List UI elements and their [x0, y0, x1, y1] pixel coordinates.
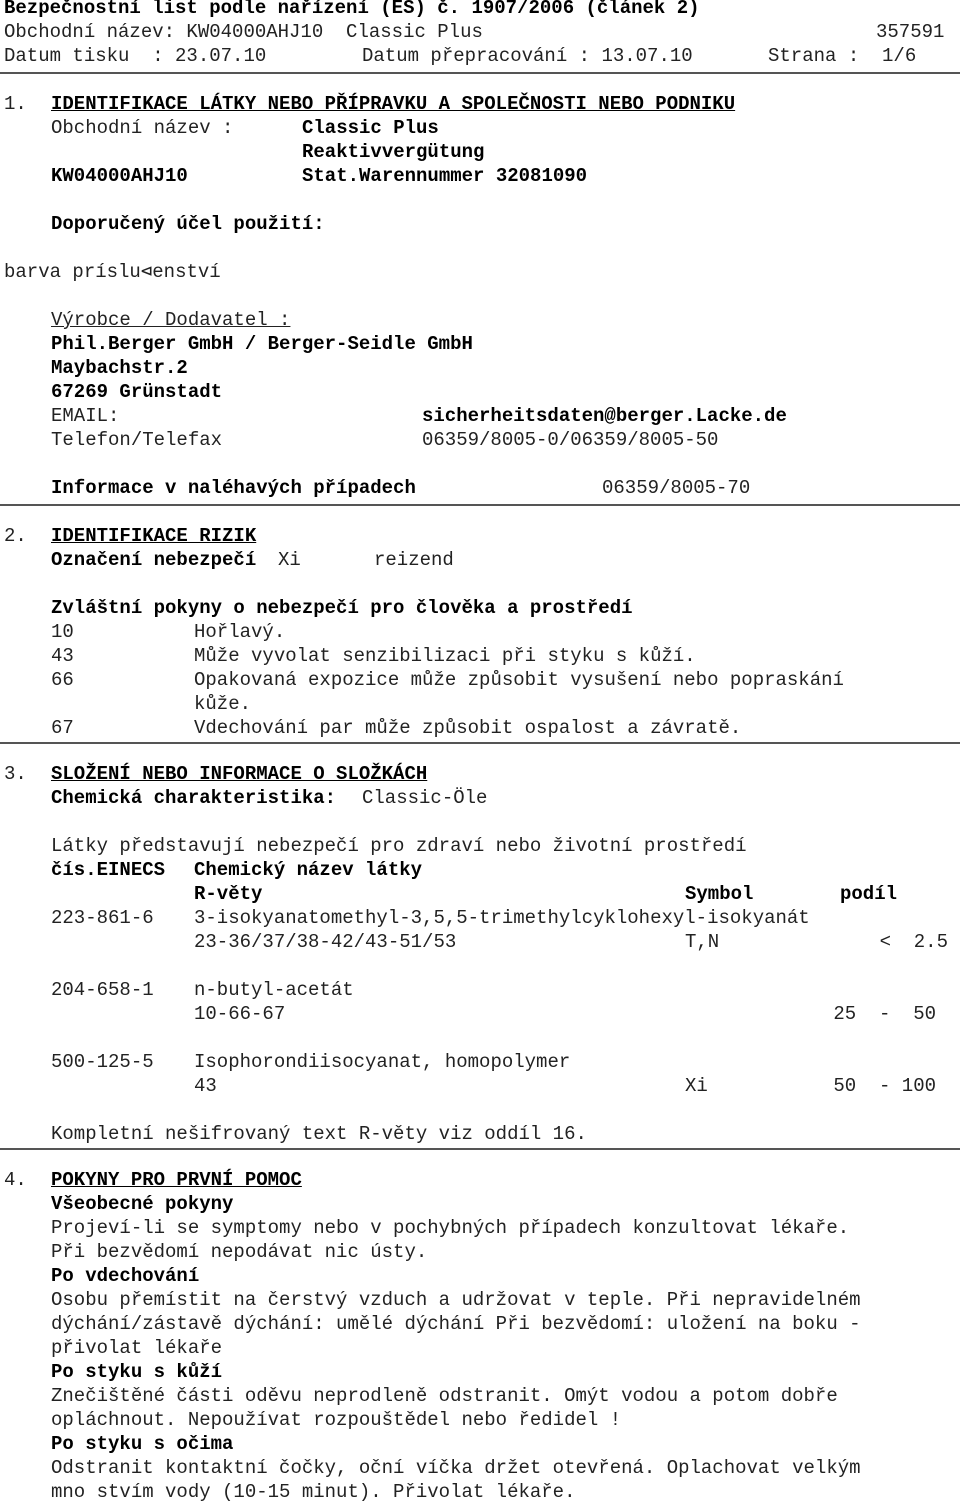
- risk-text: Vdechování par může způsobit ospalost a závratě.: [194, 717, 742, 739]
- section-2-number: 2.: [4, 525, 27, 547]
- email-label: EMAIL:: [51, 405, 120, 427]
- col-name-header: Chemický název látky: [194, 859, 423, 881]
- general-advice-line: Při bezvědomí nepodávat nic ústy.: [51, 1241, 428, 1263]
- component-share: 50 - 100: [833, 1075, 936, 1097]
- product-description: Reaktivvergütung: [302, 141, 485, 163]
- risk-text: kůže.: [194, 693, 252, 715]
- chem-char-value: Classic-Öle: [362, 787, 488, 809]
- inhalation-label: Po vdechování: [51, 1265, 200, 1287]
- emergency-label: Informace v naléhavých případech: [51, 477, 416, 499]
- col-symbol-header: Symbol: [685, 883, 754, 905]
- emergency-value: 06359/8005-70: [602, 477, 751, 499]
- eye-contact-line: Odstranit kontaktní čočky, oční víčka držet otevřená. Oplachovat velkým: [51, 1457, 861, 1479]
- supplier-name: Phil.Berger GmbH / Berger-Seidle GmbH: [51, 333, 473, 355]
- skin-contact-label: Po styku s kůží: [51, 1361, 223, 1383]
- section-4-heading: POKYNY PRO PRVNÍ POMOC: [51, 1169, 302, 1191]
- risk-text: Hořlavý.: [194, 621, 286, 643]
- hazardous-intro: Látky představují nebezpečí pro zdraví nebo životní prostředí: [51, 835, 747, 857]
- special-risks-heading: Zvláštní pokyny o nebezpečí pro člověka a prostředí: [51, 597, 633, 619]
- eye-contact-label: Po styku s očima: [51, 1433, 234, 1455]
- trade-name-label: Obchodní název :: [51, 117, 234, 139]
- stat-number: Stat.Warennummer 32081090: [302, 165, 588, 187]
- component-name: 3-isokyanatomethyl-3,5,5-trimethylcyklohexyl-isokyanát: [194, 907, 810, 929]
- component-rphrases: 23-36/37/38-42/43-51/53: [194, 931, 457, 953]
- header-print-date: Datum tisku : 23.07.10: [4, 45, 267, 67]
- section-2-heading: IDENTIFIKACE RIZIK: [51, 525, 257, 547]
- hazard-symbol: Xi: [278, 549, 301, 571]
- component-share: < 2.5: [879, 931, 948, 953]
- eye-contact-line: mno stvím vody (10-15 minut). Přivolat lékaře.: [51, 1481, 576, 1503]
- component-share: 25 - 50: [833, 1003, 936, 1025]
- hazard-label: Označení nebezpečí: [51, 549, 257, 571]
- trade-name-value: Classic Plus: [302, 117, 439, 139]
- section-3-heading: SLOŽENÍ NEBO INFORMACE O SLOŽKÁCH: [51, 763, 428, 785]
- risk-code: 66: [51, 669, 74, 691]
- component-symbol: Xi: [685, 1075, 708, 1097]
- col-share-header: podíl: [840, 883, 898, 905]
- col-rphrases-header: R-věty: [194, 883, 263, 905]
- supplier-label: Výrobce / Dodavatel :: [51, 309, 291, 331]
- r-phrases-footnote: Kompletní nešifrovaný text R-věty viz oddíl 16.: [51, 1123, 587, 1145]
- component-name: Isophorondiisocyanat, homopolymer: [194, 1051, 571, 1073]
- section-3-number: 3.: [4, 763, 27, 785]
- component-symbol: T,N: [685, 931, 720, 953]
- risk-code: 67: [51, 717, 74, 739]
- col-einecs-header: čís.EINECS: [51, 859, 166, 881]
- component-name: n-butyl-acetát: [194, 979, 354, 1001]
- component-einecs: 500-125-5: [51, 1051, 154, 1073]
- risk-code: 43: [51, 645, 74, 667]
- risk-code: 10: [51, 621, 74, 643]
- header-page: Strana : 1/6: [768, 45, 917, 67]
- header-divider: [0, 72, 960, 74]
- section-1-heading: IDENTIFIKACE LÁTKY NEBO PŘÍPRAVKU A SPOLEČNOSTI NEBO PODNIKU: [51, 93, 736, 115]
- phone-label: Telefon/Telefax: [51, 429, 223, 451]
- skin-contact-line: opláchnout. Nepoužívat rozpouštědel nebo ředidel !: [51, 1409, 622, 1431]
- skin-contact-line: Znečištěné části oděvu neprodleně odstranit. Omýt vodou a potom dobře: [51, 1385, 838, 1407]
- product-code: KW04000AHJ10: [51, 165, 188, 187]
- section-3-divider: [0, 1148, 960, 1150]
- header-revision-date: Datum přepracování : 13.07.10: [362, 45, 693, 67]
- general-advice-label: Všeobecné pokyny: [51, 1193, 234, 1215]
- section-1-number: 1.: [4, 93, 27, 115]
- phone-value: 06359/8005-0/06359/8005-50: [422, 429, 719, 451]
- chem-char-label: Chemická charakteristika:: [51, 787, 337, 809]
- recommended-use-value: barva príslu⊲enství: [4, 261, 221, 283]
- risk-text: Může vyvolat senzibilizaci při styku s kůží.: [194, 645, 696, 667]
- section-1-divider: [0, 504, 960, 506]
- hazard-text: reizend: [374, 549, 454, 571]
- document-title: Bezpečnostní list podle nařízení (ES) č. 1907/2006 (článek 2): [4, 0, 700, 19]
- supplier-street: Maybachstr.2: [51, 357, 188, 379]
- component-einecs: 223-861-6: [51, 907, 154, 929]
- supplier-city: 67269 Grünstadt: [51, 381, 223, 403]
- inhalation-line: přivolat lékaře: [51, 1337, 223, 1359]
- header-doc-number: 357591: [876, 21, 945, 43]
- risk-text: Opakovaná expozice může způsobit vysušení nebo popraskání: [194, 669, 844, 691]
- inhalation-line: dýchání/zástavě dýchání: umělé dýchání Při bezvědomí: uložení na boku -: [51, 1313, 861, 1335]
- section-4-number: 4.: [4, 1169, 27, 1191]
- general-advice-line: Projeví-li se symptomy nebo v pochybných případech konzultovat lékaře.: [51, 1217, 850, 1239]
- email-value: sicherheitsdaten@berger.Lacke.de: [422, 405, 787, 427]
- component-rphrases: 43: [194, 1075, 217, 1097]
- component-rphrases: 10-66-67: [194, 1003, 286, 1025]
- section-2-divider: [0, 742, 960, 744]
- recommended-use-label: Doporučený účel použití:: [51, 213, 325, 235]
- component-einecs: 204-658-1: [51, 979, 154, 1001]
- inhalation-line: Osobu přemístit na čerstvý vzduch a udržovat v teple. Při nepravidelném: [51, 1289, 861, 1311]
- header-trade-name: Obchodní název: KW04000AHJ10 Classic Plus: [4, 21, 483, 43]
